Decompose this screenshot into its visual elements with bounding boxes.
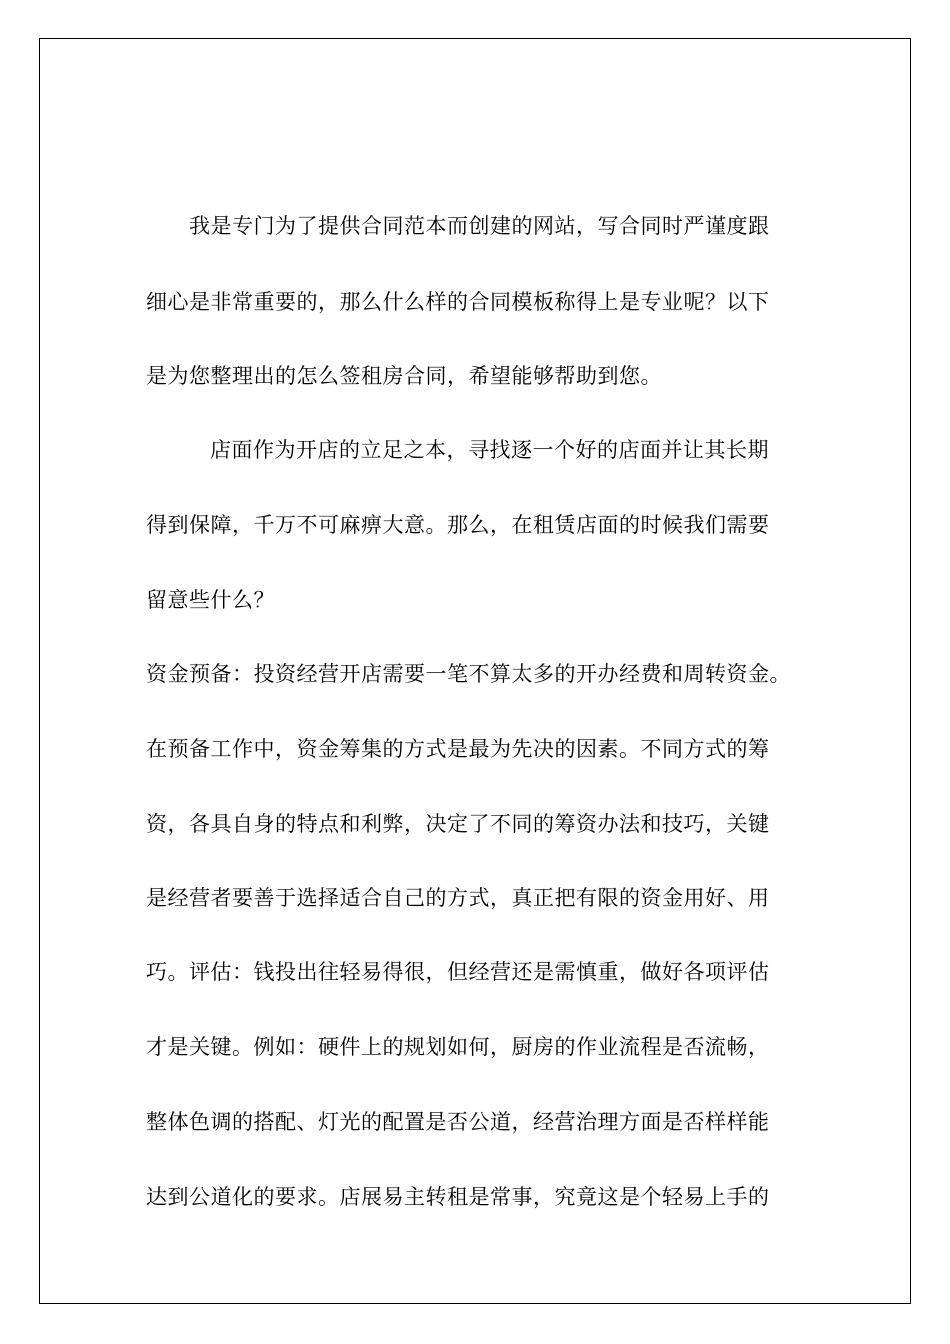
paragraph-3-line-4: 是经营者要善于选择适合自己的方式，真正把有限的资金用好、用 bbox=[146, 886, 770, 910]
paragraph-3-line-6: 才是关键。例如：硬件上的规划如何，厨房的作业流程是否流畅， bbox=[146, 1035, 770, 1059]
paragraph-3-line-8: 达到公道化的要求。店展易主转租是常事，究竟这是个轻易上手的 bbox=[146, 1185, 770, 1209]
paragraph-3-line-5: 巧。评估：钱投出往轻易得很，但经营还是需慎重，做好各项评估 bbox=[146, 960, 770, 984]
paragraph-2-line-2: 得到保障，千万不可麻痹大意。那么，在租赁店面的时候我们需要 bbox=[146, 513, 770, 537]
paragraph-2-line-3: 留意些什么？ bbox=[146, 588, 275, 612]
paragraph-3-line-2: 在预备工作中，资金筹集的方式是最为先决的因素。不同方式的筹 bbox=[146, 737, 770, 761]
paragraph-3-line-7: 整体色调的搭配、灯光的配置是否公道，经营治理方面是否样样能 bbox=[146, 1110, 770, 1134]
paragraph-1-line-2: 细心是非常重要的，那么什么样的合同模板称得上是专业呢？以下 bbox=[146, 290, 770, 314]
paragraph-1-line-3: 是为您整理出的怎么签租房合同，希望能够帮助到您。 bbox=[146, 364, 662, 388]
paragraph-3-line-1: 资金预备：投资经营开店需要一笔不算太多的开办经费和周转资金。 bbox=[146, 662, 791, 686]
paragraph-2-line-1: 店面作为开店的立足之本，寻找逐一个好的店面并让其长期 bbox=[210, 438, 769, 462]
paragraph-3-line-3: 资，各具自身的特点和利弊，决定了不同的筹资办法和技巧，关键 bbox=[146, 812, 770, 836]
paragraph-1-line-1: 我是专门为了提供合同范本而创建的网站，写合同时严谨度跟 bbox=[189, 214, 770, 238]
